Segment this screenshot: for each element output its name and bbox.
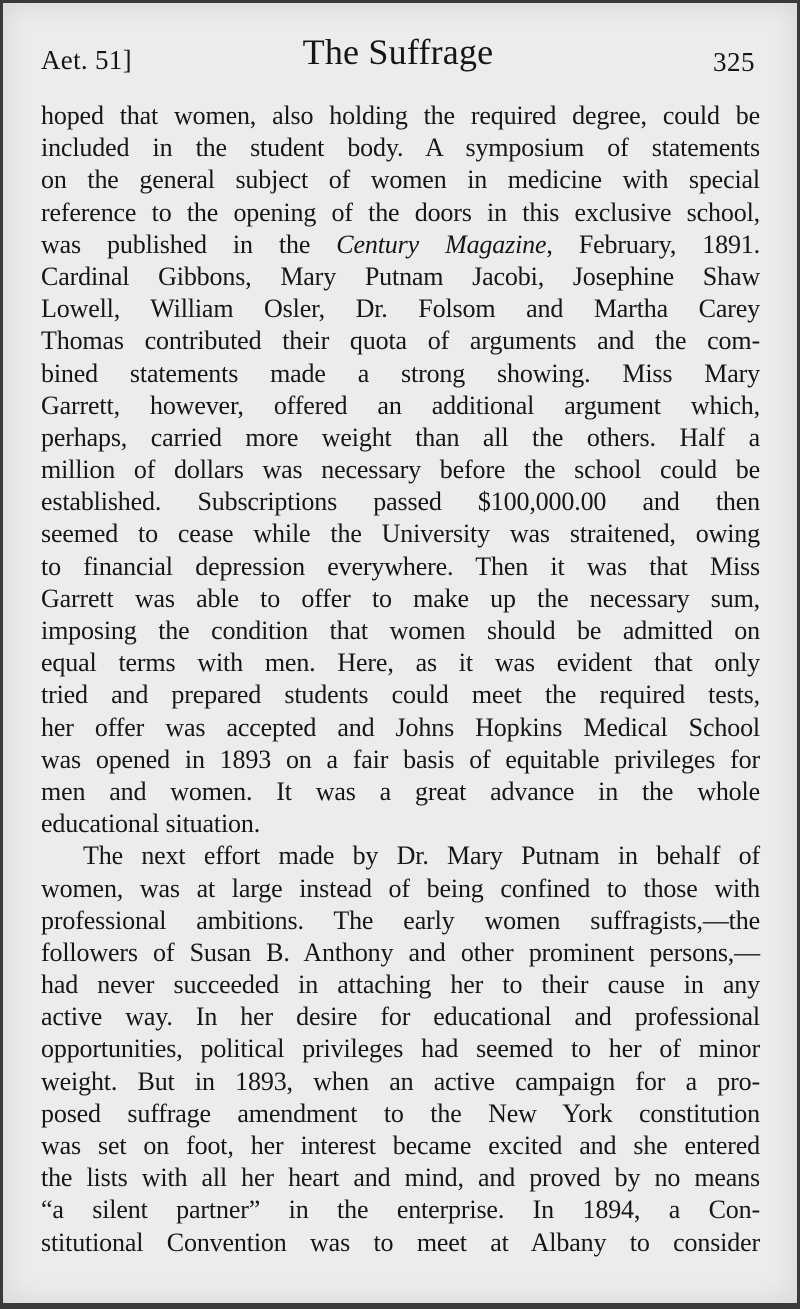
text-line: Lowell, William Osler, Dr. Folsom and Martha Carey bbox=[41, 294, 760, 324]
text-line: opportunities, political privileges had seemed to her of minor bbox=[41, 1034, 760, 1064]
text-line: was opened in 1893 on a fair basis of equitable privileges for bbox=[41, 744, 760, 774]
text-line: million of dollars was necessary before the school could be bbox=[41, 455, 760, 485]
text-line: Cardinal Gibbons, Mary Putnam Jacobi, Josephine Shaw bbox=[41, 261, 760, 291]
text-line: equal terms with men. Here, as it was evident that only bbox=[41, 648, 760, 678]
paragraph-2 bbox=[41, 840, 760, 1258]
text-line: posed suffrage amendment to the New York constitution bbox=[41, 1098, 760, 1128]
text-line: on the general subject of women in medicine with special bbox=[41, 165, 760, 195]
text-line: educational situation. bbox=[41, 809, 261, 839]
text-line: was set on foot, her interest became excited and she entered bbox=[41, 1131, 760, 1160]
text-line: had never succeeded in attaching her to their cause in any bbox=[41, 970, 760, 1000]
text-line: reference to the opening of the doors in this exclusive school, bbox=[41, 197, 760, 227]
chapter-title: The Suffrage bbox=[302, 32, 494, 72]
text-line: men and women. It was a great advance in the whole bbox=[41, 776, 760, 806]
text-line: hoped that women, also holding the required degree, could be bbox=[41, 101, 760, 130]
text-line: Thomas contributed their quota of arguments and the com- bbox=[41, 326, 760, 356]
text-segment: was published in the bbox=[41, 229, 337, 259]
book-page bbox=[3, 3, 797, 1303]
text-line: established. Subscriptions passed $100,000.00 and then bbox=[41, 487, 760, 517]
text-line: included in the student body. A symposium of statements bbox=[41, 133, 760, 163]
magazine-title: Century Magazine bbox=[336, 229, 547, 259]
text-line: active way. In her desire for educational and professional bbox=[41, 1002, 760, 1032]
running-head-left: Aet. 51] bbox=[41, 45, 132, 75]
text-line: perhaps, carried more weight than all the others. Half a bbox=[41, 422, 760, 452]
text-line: stitutional Convention was to meet at Albany to consider bbox=[41, 1227, 760, 1257]
text-line: The next effort made by Dr. Mary Putnam in behalf of bbox=[83, 841, 760, 871]
body-text bbox=[41, 100, 760, 1259]
text-line: the lists with all her heart and mind, and proved by no means bbox=[41, 1163, 760, 1193]
text-line: weight. But in 1893, when an active campaign for a pro- bbox=[41, 1066, 760, 1096]
text-line: professional ambitions. The early women suffragists,—the bbox=[41, 905, 760, 935]
paragraph-1 bbox=[41, 100, 760, 840]
text-line: women, was at large instead of being confined to those with bbox=[41, 873, 760, 903]
text-line: to financial depression everywhere. Then it was that Miss bbox=[41, 551, 760, 581]
text-line: Garrett, however, offered an additional argument which, bbox=[41, 390, 760, 420]
text-line: her offer was accepted and Johns Hopkins Medical School bbox=[41, 712, 760, 742]
running-head bbox=[41, 31, 755, 81]
text-line bbox=[41, 229, 760, 261]
text-line: “a silent partner” in the enterprise. In 1894, a Con- bbox=[41, 1195, 760, 1225]
text-line: seemed to cease while the University was straitened, owing bbox=[41, 519, 760, 549]
page-number: 325 bbox=[713, 47, 755, 77]
text-line: tried and prepared students could meet the required tests, bbox=[41, 680, 760, 710]
text-line: followers of Susan B. Anthony and other prominent persons,— bbox=[41, 937, 760, 967]
text-line: imposing the condition that women should be admitted on bbox=[41, 616, 760, 645]
text-line: bined statements made a strong showing. Miss Mary bbox=[41, 358, 760, 388]
text-segment: , February, 1891. bbox=[546, 229, 760, 259]
text-line: Garrett was able to offer to make up the necessary sum, bbox=[41, 583, 760, 613]
